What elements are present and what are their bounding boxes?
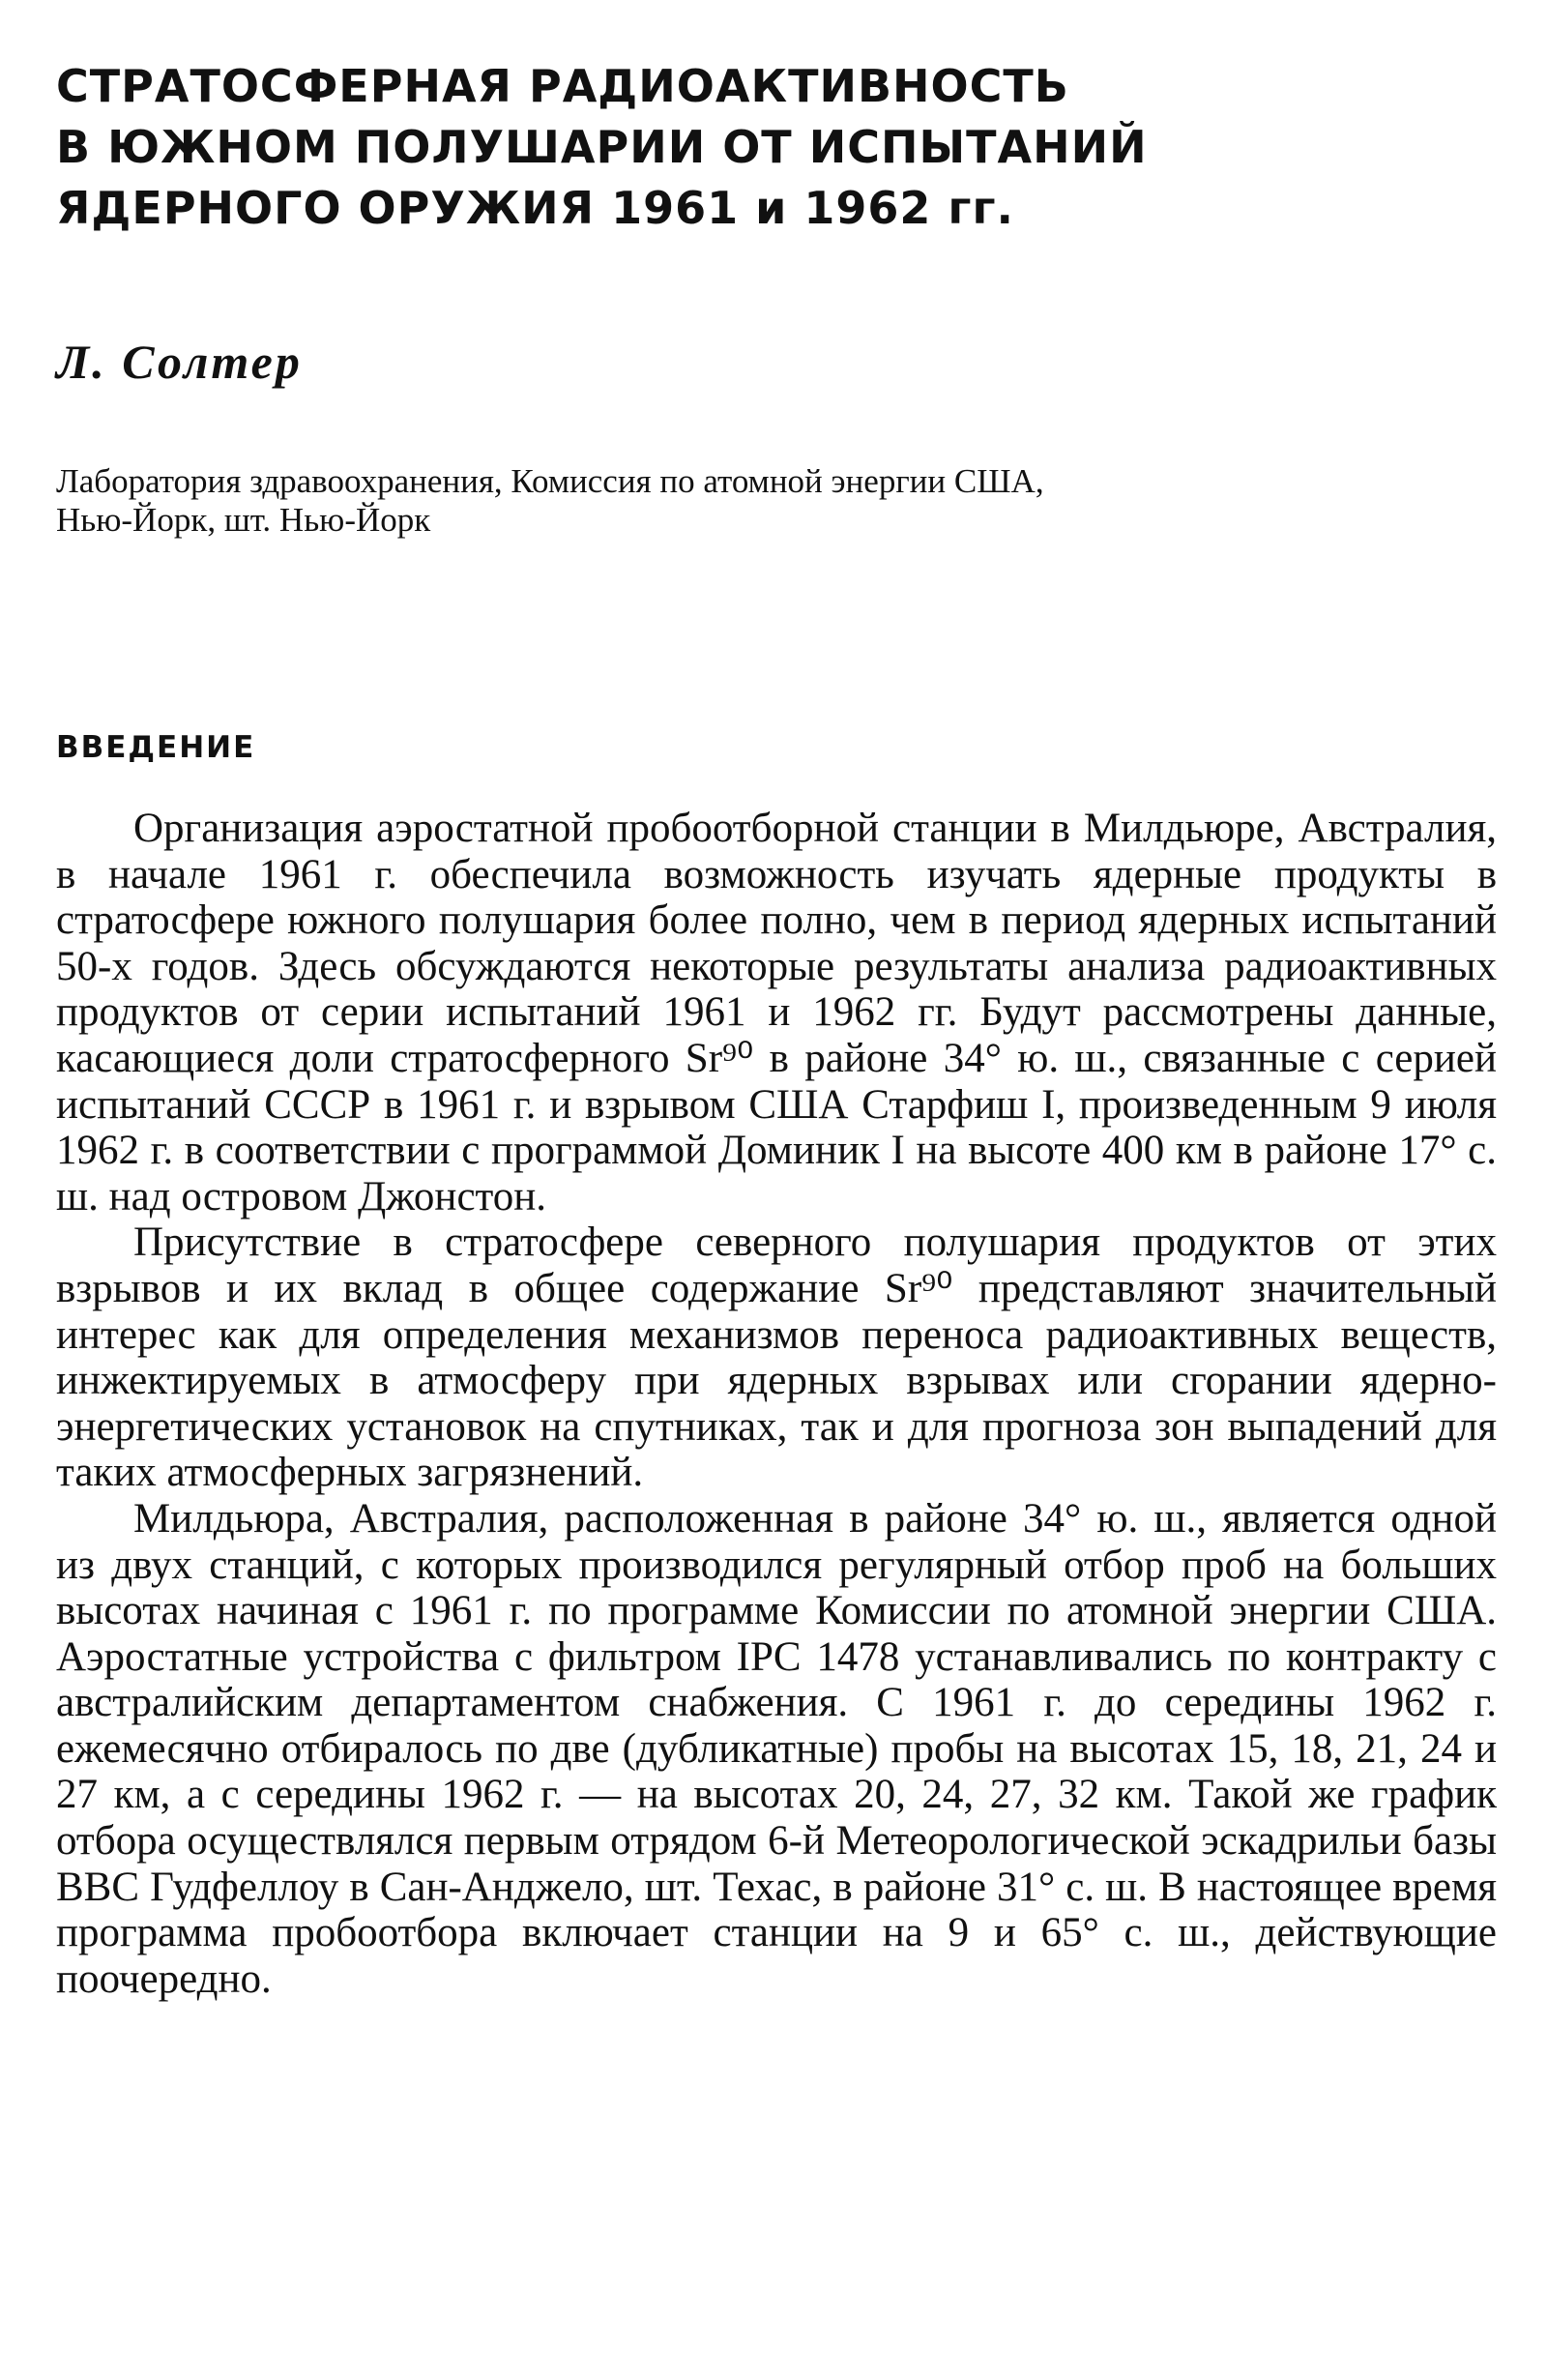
title-line: СТРАТОСФЕРНАЯ РАДИОАКТИВНОСТЬ [56, 60, 1069, 112]
article-title [56, 56, 1410, 239]
author-affiliation [56, 462, 1410, 540]
title-line: В ЮЖНОМ ПОЛУШАРИИ ОТ ИСПЫТАНИЙ [56, 121, 1148, 173]
body-paragraph: Присутствие в стратосфере северного полушария продуктов от этих взрывов и их вклад в общее содержание Sr⁹⁰ представляют значительный интерес как для определения механизмов переноса радиоактивных веществ, инжектируемых в атмосферу при ядерных взрывах или сгорании ядерно-энергетических установок на спутниках, так и для прогноза зон выпадений для таких атмосферных загрязнений. [56, 1219, 1497, 1496]
affiliation-line: Нью-Йорк, шт. Нью-Йорк [56, 501, 431, 539]
article-body [56, 806, 1497, 2002]
affiliation-line: Лаборатория здравоохранения, Комиссия по атомной энергии США, [56, 462, 1044, 500]
author-name: Л. Солтер [56, 335, 303, 389]
section-heading: ВВЕДЕНИЕ [56, 730, 256, 765]
body-paragraph: Организация аэростатной пробоотборной станции в Милдьюре, Австралия, в начале 1961 г. обеспечила возможность изучать ядерные продукты в стратосфере южного полушария более полно, чем в период ядерных испытаний 50-х годов. Здесь обсуждаются некоторые результаты анализа радиоактивных продуктов от серии испытаний 1961 и 1962 гг. Будут рассмотрены данные, касающиеся доли стратосферного Sr⁹⁰ в районе 34° ю. ш., связанные с серией испытаний СССР в 1961 г. и взрывом США Старфиш I, произведенным 9 июля 1962 г. в соответствии с программой Доминик I на высоте 400 км в районе 17° с. ш. над островом Джонстон. [56, 806, 1497, 1219]
body-paragraph: Милдьюра, Австралия, расположенная в районе 34° ю. ш., является одной из двух станций, с которых производился регулярный отбор проб на больших высотах начиная с 1961 г. по программе Комиссии по атомной энергии США. Аэростатные устройства с фильтром IPC 1478 устанавливались по контракту с австралийским департаментом снабжения. С 1961 г. до середины 1962 г. ежемесячно отбиралось по две (дубликатные) пробы на высотах 15, 18, 21, 24 и 27 км, а с середины 1962 г. — на высотах 20, 24, 27, 32 км. Такой же график отбора осуществлялся первым отрядом 6-й Метеорологической эскадрильи базы ВВС Гудфеллоу в Сан-Анджело, шт. Техас, в районе 31° с. ш. В настоящее время программа пробоотбора включает станции на 9 и 65° с. ш., действующие поочередно. [56, 1495, 1497, 2002]
title-line: ЯДЕРНОГО ОРУЖИЯ 1961 и 1962 гг. [56, 182, 1014, 234]
